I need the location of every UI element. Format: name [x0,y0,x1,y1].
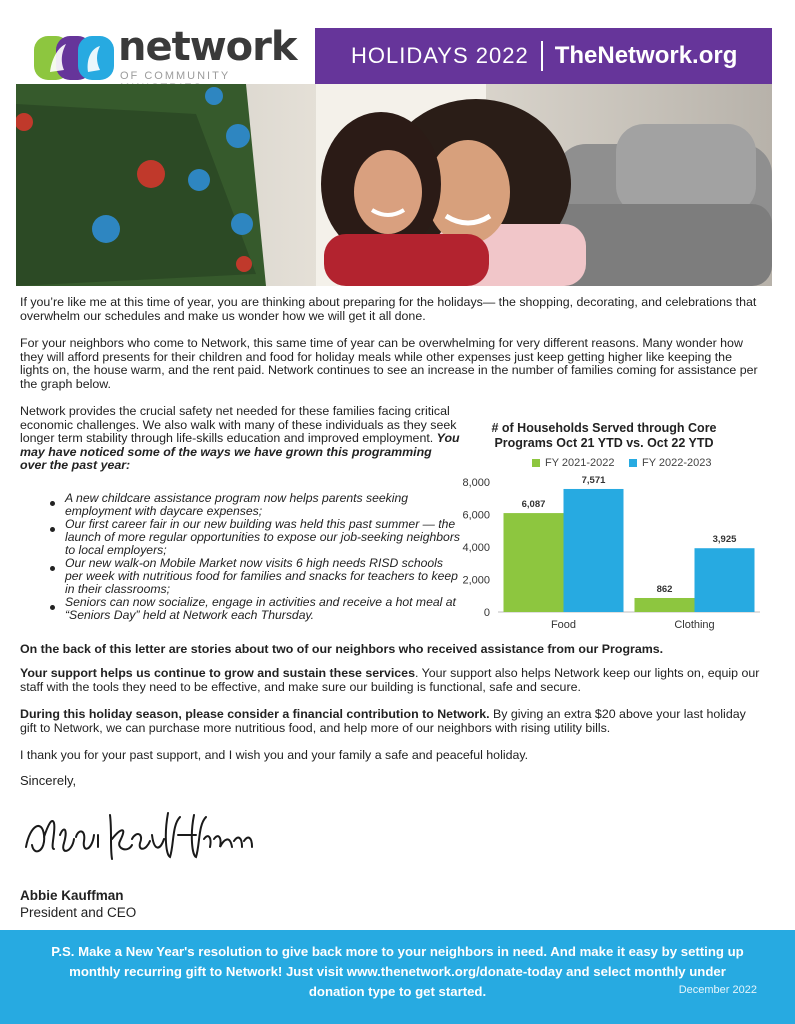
hero-illustration [16,84,772,286]
list-item [50,596,460,622]
bullet-icon [50,527,55,532]
bullet-icon [50,501,55,506]
x-tick-label: Food [550,619,577,631]
chart-title: # of Households Served through Core [491,421,717,435]
paragraph-3-text: Network provides the crucial safety net needed for these families facing critical economic challenges. We also walk with many of these individuals as they seek longer term stability through life-skills education and improved employment. [20,404,457,445]
ps-footer [0,930,795,1024]
letter-paragraph-7: I thank you for your past support, and I wish you and your family a safe and peaceful holiday. [20,748,529,762]
letter-paragraph-5 [20,667,760,694]
list-item-text: Our new walk-on Mobile Market now visits 6 high needs RISD schools per week with nutritious food for families and snacks for teachers to keep in their classrooms; [65,556,458,596]
x-tick-label: Clothing [674,619,715,631]
chart-title: Programs Oct 21 YTD vs. Oct 22 YTD [494,436,714,450]
letter-paragraph-6 [20,708,760,735]
signature [20,795,260,870]
bar [635,598,695,612]
header-banner [315,28,772,84]
list-item [50,557,460,596]
signer-title: President and CEO [20,905,137,920]
ps-text: P.S. Make a New Year's resolution to give back more to your neighbors in need. And make it easy by setting up monthly recurring gift to Network! Just visit www.thenetwork.org/donate-today and select monthly under donation type to get started. [51,944,744,999]
letter-paragraph-1: If you’re like me at this time of year, you are thinking about preparing for the holidays— the shopping, decorating, and celebrations that overwhelm our schedules and make us wonder how we will get it all done. [20,295,757,323]
logo-subtitle: OF COMMUNITY [120,70,230,82]
legend-label: FY 2022-2023 [642,457,712,469]
y-tick-label: 6,000 [462,509,490,522]
hands-logo-icon [30,32,118,84]
bullet-icon [50,566,55,571]
list-item-text: A new childcare assistance program now helps parents seeking employment with daycare expenses; [65,491,409,518]
paragraph-6-emphasis: During this holiday season, please consider a financial contribution to Network. [20,707,490,721]
data-label: 7,571 [581,474,606,486]
letter-paragraph-2: For your neighbors who come to Network, this same time of year can be overwhelming for very different reasons. Many wonder how they will afford presents for their children and food for holiday meals while other expenses just keep getting higher like keeping the lights on, the house warm, and the rent paid. Network continues to see an increase in the number of families coming for assistance per the graph below. [20,336,758,391]
bar-chart [444,420,764,632]
letter-paragraph-3 [20,405,460,473]
list-item-text: Seniors can now socialize, engage in activities and receive a hot meal at “Seniors Day” held at Network each Thursday. [65,595,456,622]
paragraph-6-text: By giving an extra $20 above your last holiday gift to Network, we can purchase more nutritious food, and help more of our neighbors with rising utility bills. [20,707,746,735]
legend-label: FY 2021-2022 [545,457,615,469]
logo-wordmark: network [118,24,297,70]
bar [695,548,755,612]
list-item-text: Our first career fair in our new building was held this past summer — the launch of more regular opportunities to expose our job-seeking neighbors to local employers; [65,517,460,557]
data-label: 3,925 [712,534,737,546]
y-tick-label: 4,000 [462,542,490,554]
legend-swatch [629,459,637,467]
paragraph-5-text: . Your support also helps Network keep our lights on, equip our staff with the tools they need to be effective, and make sure our building is functional, safe and secure. [20,666,760,694]
y-tick-label: 8,000 [462,477,490,489]
programs-list [50,492,460,622]
paragraph-5-emphasis: Your support helps us continue to grow and sustain these services [20,666,415,680]
banner-divider [541,41,543,71]
issue-title: HOLIDAYS 2022 [351,43,529,68]
bullet-icon [50,605,55,610]
y-tick-label: 0 [483,607,490,619]
households-chart [444,420,764,632]
y-tick-label: 2,000 [462,574,490,587]
hero-photo [16,84,772,286]
list-item [50,492,460,518]
data-label: 6,087 [521,499,546,511]
footer-date: December 2022 [678,984,757,996]
network-logo [30,24,315,86]
bar [564,489,624,612]
data-label: 862 [656,583,673,595]
list-item [50,518,460,557]
legend-swatch [532,459,540,467]
signer-name: Abbie Kauffman [20,888,124,903]
closing: Sincerely, [20,773,77,788]
website-link[interactable]: TheNetwork.org [554,42,738,69]
bar [504,513,564,612]
paragraph-3-emphasis: You may have noticed some of the ways we have grown this programming over the past year: [20,431,460,472]
letter-paragraph-4: On the back of this letter are stories about two of our neighbors who received assistance from our Programs. [20,642,664,656]
